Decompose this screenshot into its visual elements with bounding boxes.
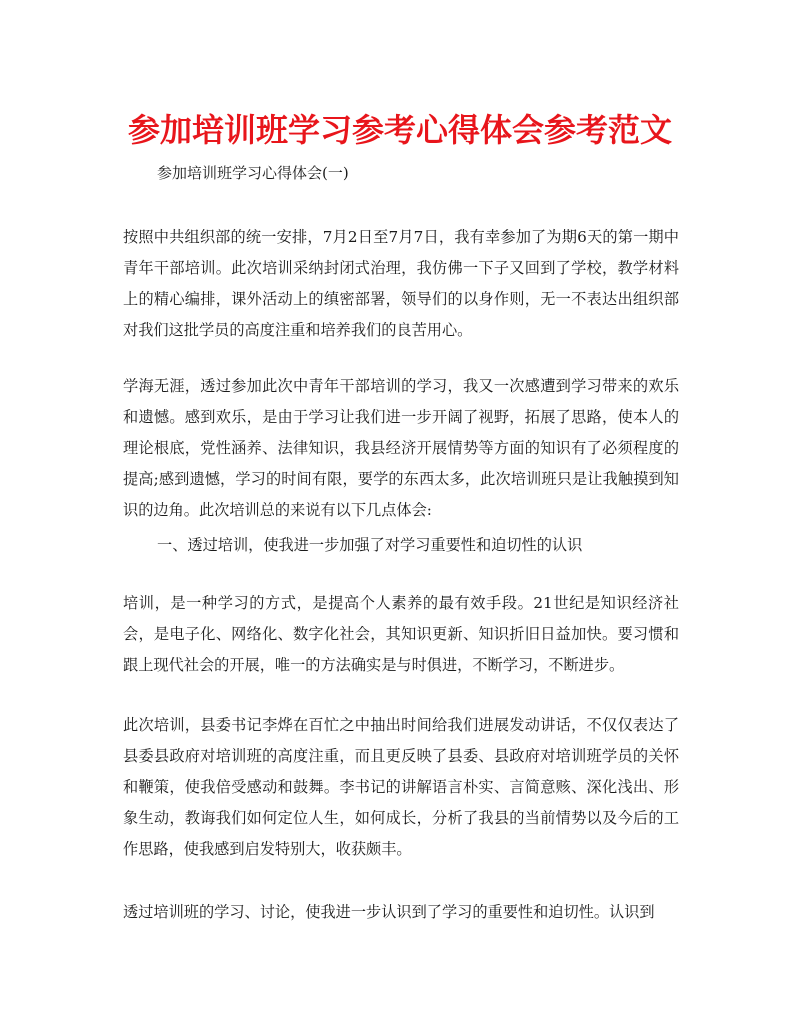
document-subtitle: 参加培训班学习心得体会(一)	[157, 164, 349, 182]
paragraph-discussion: 透过培训班的学习、讨论，使我进一步认识到了学习的重要性和迫切性。认识到	[123, 903, 655, 921]
paragraph-learning: 学海无涯，透过参加此次中青年干部培训的学习，我又一次感遭到学习带来的欢乐和遗憾。感到欢乐，是由于学习让我们进一步开阔了视野，拓展了思路，使本人的理论根底，党性涵养、法律知识，我县经济开展情势等方面的知识有了必须程度的提高;感到遗憾，学习的时间有限，要学的东西太多，此次培训班只是让我触摸到知识的边角。此次培训总的来说有以下几点体会:	[123, 377, 679, 519]
document-title: 参加培训班学习参考心得体会参考范文	[127, 111, 672, 149]
paragraph-speech: 此次培训，县委书记李烨在百忙之中抽出时间给我们进展发动讲话，不仅仅表达了县委县政府对培训班的高度注重，而且更反映了县委、县政府对培训班学员的关怀和鞭策，使我倍受感动和鼓舞。李书记的讲解语言朴实、言简意赅、深化浅出、形象生动，教诲我们如何定位人生，如何成长，分析了我县的当前情势以及今后的工作思路，使我感到启发特别大，收获颇丰。	[123, 716, 679, 858]
section-heading: 一、透过培训，使我进一步加强了对学习重要性和迫切性的认识	[157, 536, 583, 554]
paragraph-intro: 按照中共组织部的统一安排，7月2日至7月7日，我有幸参加了为期6天的第一期中青年干部培训。此次培训采纳封闭式治理，我仿佛一下子又回到了学校，教学材料上的精心编排，课外活动上的缜密部署，领导们的以身作则，无一不表达出组织部对我们这批学员的高度注重和培养我们的良苦用心。	[123, 228, 679, 339]
paragraph-training: 培训，是一种学习的方式，是提高个人素养的最有效手段。21世纪是知识经济社会，是电子化、网络化、数字化社会，其知识更新、知识折旧日益加快。要习惯和跟上现代社会的开展，唯一的方法确实是与时俱进，不断学习，不断进步。	[123, 594, 679, 674]
